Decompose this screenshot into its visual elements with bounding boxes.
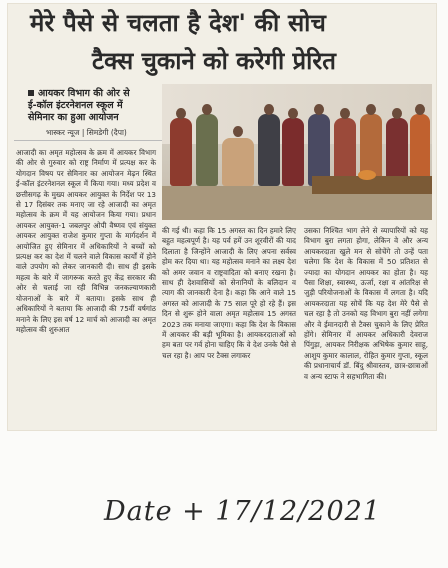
photo-head bbox=[233, 126, 243, 137]
photo-head bbox=[415, 104, 425, 115]
headline-line-2: टैक्स चुकाने को करेगी प्रेरित bbox=[92, 47, 336, 75]
headline-line-1: मेरे पैसे से चलता है देश' की सोच bbox=[30, 9, 327, 37]
handwritten-date: Date + 17/12/2021 bbox=[104, 496, 381, 527]
divider bbox=[14, 140, 164, 141]
photo-person bbox=[222, 138, 254, 186]
subheadline-line-1 bbox=[28, 88, 158, 100]
photo-head bbox=[392, 108, 402, 119]
photo-head bbox=[340, 108, 350, 119]
photo-head bbox=[314, 104, 324, 115]
article-column-1: आजादी का अमृत महोत्सव के क्रम में आयकर विभाग की ओर से गुरुवार को राष्ट्र निर्माण में प्रत्यक्ष कर के योगदान विषय पर सेमिनार का आयोजन मेढ़न स्थित ई-कॉल इंटरनेशनल स्कूल में किया गया। मध्य प्रदेश व छत्तीसगढ़ के मुख्य आयकर आयुक्त के निर्देश पर 13 से 17 दिसंबर तक मनाए जा रहे आजादी का अमृत महोत्सव के क्रम में यह आयोजन किया गया। प्रधान आयकर आयुक्त-1 जबलपुर ओपी वैष्णव एवं संयुक्त आयकर आयुक्त राजेश कुमार गुप्ता के मार्गदर्शन में आयोजित हुए सेमिनार में अधिकारियों ने बच्चों को प्रत्यक्ष कर का देश में चलने वाले विकास कार्यों में होने वाले उपयोग को लेकर जानकारी दी। साथ ही इसके महत्व के बारे में जागरूक करते हुए केंद्र सरकार की ओर से चलाई जा रही विभिन्न जनकल्याणकारी योजनाओं के बारे में बताया। इसके साथ ही अधिकारियों ने बताया कि आजादी की 75वीं वर्षगांठ मनाने के लिए इस वर्ष 12 मार्च को आजादी का अमृत महोत्सव की शुरुआत bbox=[16, 148, 156, 334]
photo-flowers bbox=[358, 170, 376, 180]
photo-head bbox=[176, 108, 186, 119]
subheadline-text-1: आयकर विभाग की ओर से bbox=[38, 88, 130, 99]
photo-person bbox=[258, 114, 280, 186]
bullet-icon bbox=[28, 90, 34, 96]
article-column-3: उसका निश्चित भाग लेने से व्यापारियों को यह विभाग बुरा लगता होगा, लेकिन वे और अन्य आयकरदाता खुले मन से सोचेंगे तो उन्हें पता चलेगा कि देश के विकास में 50 प्रतिशत से ज्यादा का योगदान आयकर का होता है। यह पैसा शिक्षा, स्वास्थ्य, ऊर्जा, रक्षा व आंतरिक्ष से जुड़ी परियोजनाओं के विकास में लगता है। यदि आयकरदाता यह सोचें कि यह देश मेरे पैसे से चल रहा है तो उनको यह विभाग बुरा नहीं लगेगा और वे ईमानदारी से टैक्स चुकाने के लिए प्रेरित होंगे। सेमिनार में आयकर अधिकारी देवराज पिंगुड़ा, आयकर निरीक्षक अभिषेक कुमार साहू, आशुय कुमार कालाल, रोहित कुमार गुप्ता, स्कूल की प्रधानाचार्य डॉ. बिंदु श्रीवास्तव, छात्र-छात्राओं व अन्य स्टाफ ने सहभागिता की। bbox=[304, 226, 428, 381]
photo-person bbox=[282, 118, 304, 186]
photo-head bbox=[288, 108, 298, 119]
photo-head bbox=[264, 104, 274, 115]
byline: भास्कर न्यूज | सिमडेगी (दैपा) bbox=[46, 128, 127, 137]
photo-person bbox=[170, 118, 192, 186]
article-column-2: की गई थी। कहा कि 15 अगस्त का दिन हमारे लिए बहुत महत्वपूर्ण है। यह पर्व हमें उन शूरवीरों की याद दिलाता है जिन्होंने आजादी के लिए अपना सर्वस्व होम कर दिया था। यह महोत्सव मनाने का लक्ष्य देश को अमर जवान व राष्ट्रवादिता को बनाए रखना है। साथ ही देशवासियों को सेनानियों के बलिदान व त्याग की जानकारी देना है। कहा कि आने वाले 15 अगस्त को आजादी के 75 साल पूरे हो रहे हैं। इस दिन से शुरू होने वाला अमृत महोत्सव 15 अगस्त 2023 तक मनाया जाएगा। कहा कि देश के विकास में आयकर की बड़ी भूमिका है। आयकरदाताओं को हम बता पर गर्व होना चाहिए कि वे देश उनके पैसे से चल रहा है। आप पर टैक्स लगाकर bbox=[162, 226, 296, 360]
subheadline bbox=[28, 88, 158, 124]
group-photo bbox=[162, 84, 432, 220]
photo-head bbox=[202, 104, 212, 115]
subheadline-line-2: ई-कॉल इंटरनेशनल स्कूल में bbox=[28, 100, 123, 111]
subheadline-line-3: सेमिनार का हुआ आयोजन bbox=[28, 112, 119, 123]
photo-head bbox=[366, 104, 376, 115]
photo-person bbox=[196, 114, 218, 186]
